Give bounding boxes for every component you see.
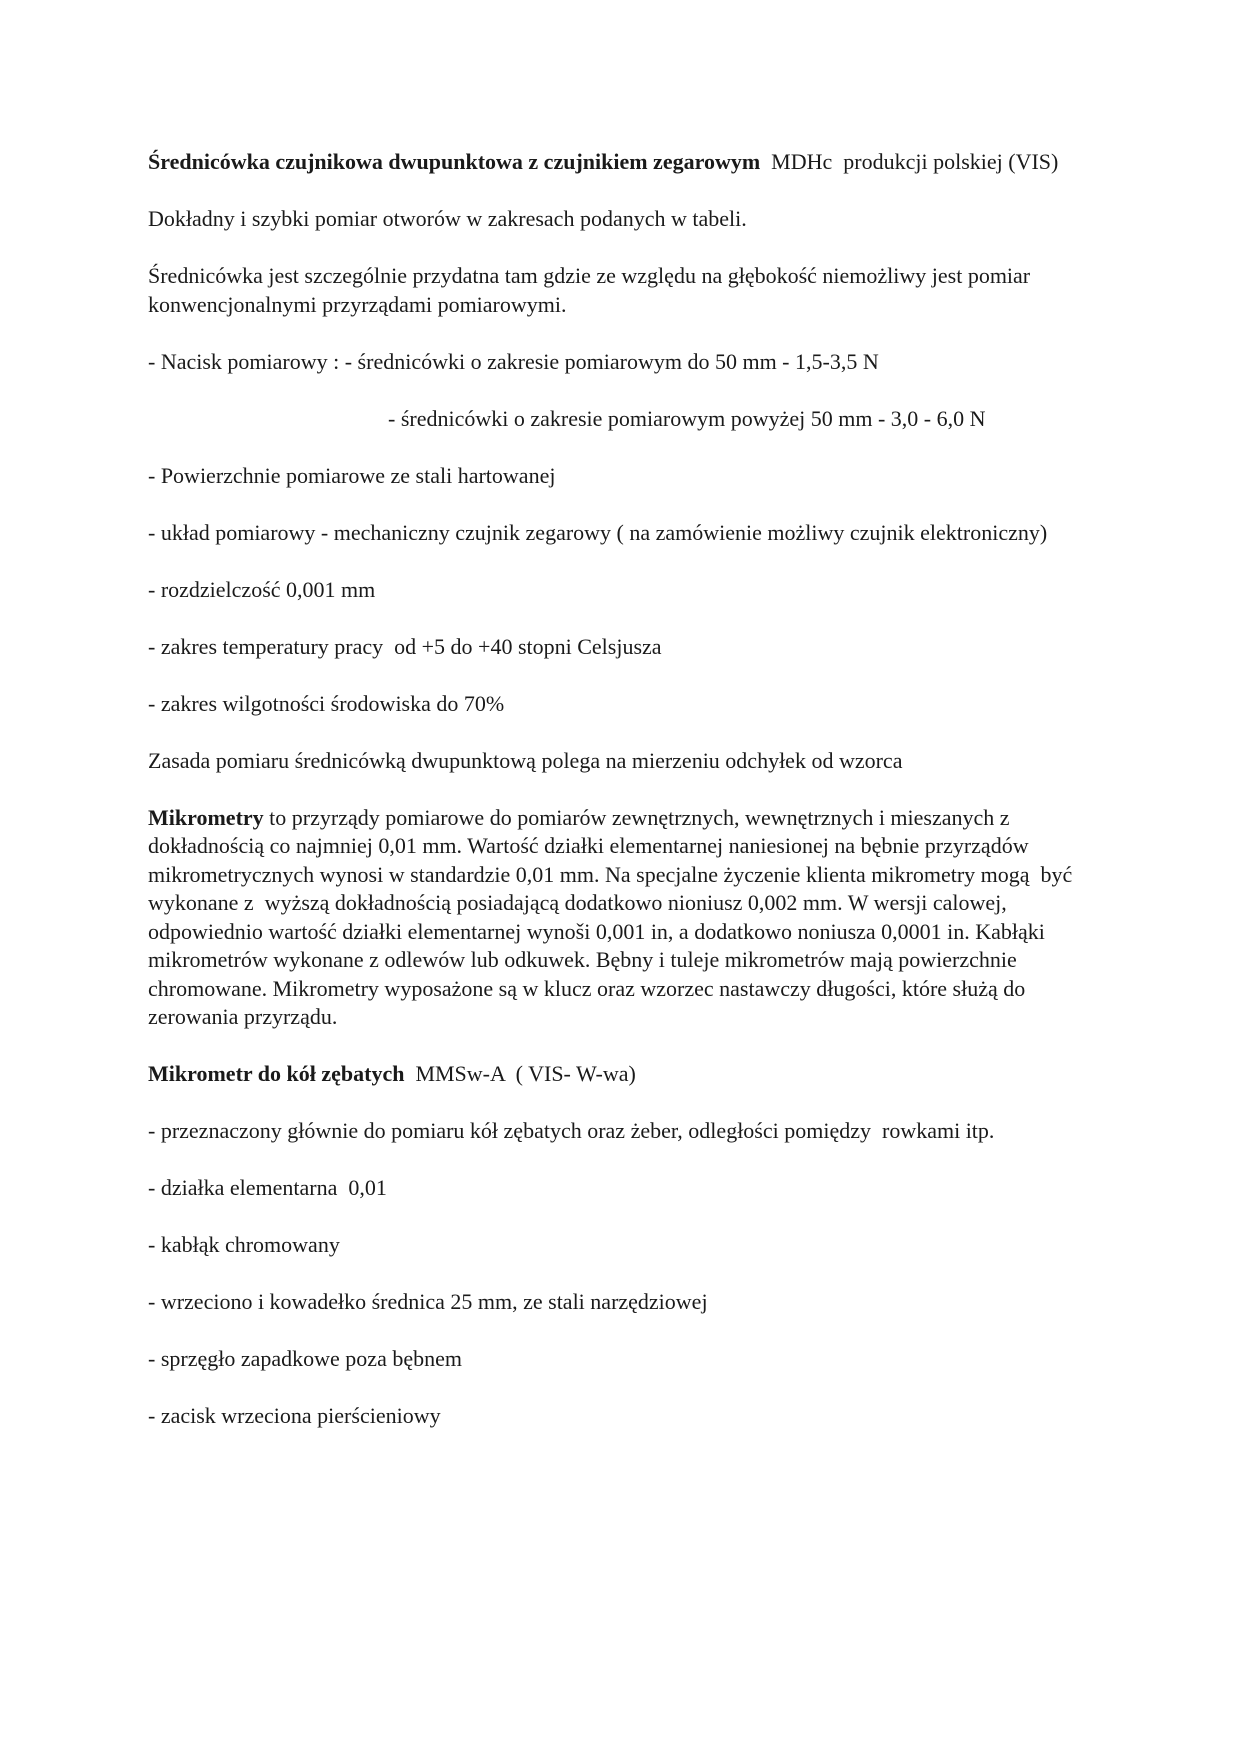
bullet-ratchet: - sprzęgło zapadkowe poza bębnem bbox=[148, 1346, 462, 1371]
mikrometr-kol-rest-text: MMSw-A ( VIS- W-wa) bbox=[404, 1061, 636, 1086]
paragraph-usage: Średnicówka jest szczególnie przydatna tam gdzie ze względu na głębokość niemożliwy jest pomiar konwencjonalnymi przyrządami pomiarowymi. bbox=[148, 263, 1036, 317]
bullet-spindle: - wrzeciono i kowadełko średnica 25 mm, ze stali narzędziowej bbox=[148, 1289, 708, 1314]
bullet-clamp: - zacisk wrzeciona pierścieniowy bbox=[148, 1403, 441, 1428]
bullet-resolution: - rozdzielczość 0,001 mm bbox=[148, 576, 376, 602]
heading-srednicowka bbox=[148, 148, 1088, 177]
bullet-surfaces: - Powierzchnie pomiarowe ze stali hartowanej bbox=[148, 462, 556, 488]
mikrometry-rest-text: to przyrządy pomiarowe do pomiarów zewnętrznych, wewnętrznych i mieszanych z dokładnością co najmniej 0,01 mm. Wartość działki elementarnej naniesionej na bębnie przyrządów mikrometrycznych wynosi w standardzie 0,01 mm. Na specjalne życzenie klienta mikrometry mogą być wykonane z wyższą dokładnością posiadającą dodatkowo nioniusz 0,002 mm. W wersji calowej, odpowiednio wartość działki elementarnej wynoši 0,001 in, a dodatkowo noniusza 0,0001 in. Kabłąki mikrometrów wykonane z odlewów lub odkuwek. Bębny i tuleje mikrometrów mają powierzchnie chromowane. Mikrometry wyposażone są w klucz oraz wzorzec nastawczy długości, które służą do zerowania przyrządu. bbox=[148, 804, 1078, 1029]
heading-rest-text: MDHc produkcji polskiej (VIS) bbox=[760, 149, 1059, 174]
heading-bold-text: Średnicówka czujnikowa dwupunktowa z czujnikiem zegarowym bbox=[148, 149, 761, 174]
bullet-purpose: - przeznaczony głównie do pomiaru kół zębatych oraz żeber, odległości pomiędzy rowkami itp. bbox=[148, 1118, 995, 1143]
paragraph-intro: Dokładny i szybki pomiar otworów w zakresach podanych w tabeli. bbox=[148, 206, 747, 231]
heading-mikrometr-kol bbox=[148, 1060, 1088, 1089]
paragraph-principle: Zasada pomiaru średnicówką dwupunktową polega na mierzeniu odchyłek od wzorca bbox=[148, 747, 903, 773]
bullet-humidity: - zakres wilgotności środowiska do 70% bbox=[148, 690, 505, 716]
mikrometr-kol-bold-text: Mikrometr do kół zębatych bbox=[148, 1061, 405, 1086]
document-page bbox=[148, 148, 1088, 1459]
paragraph-mikrometry bbox=[148, 804, 1088, 1032]
bullet-division: - działka elementarna 0,01 bbox=[148, 1175, 387, 1200]
bullet-measuring-force: - Nacisk pomiarowy : - średnicówki o zakresie pomiarowym do 50 mm - 1,5-3,5 N bbox=[148, 348, 879, 374]
bullet-frame: - kabłąk chromowany bbox=[148, 1232, 340, 1257]
bullet-temperature: - zakres temperatury pracy od +5 do +40 stopni Celsjusza bbox=[148, 633, 662, 659]
bullet-measuring-force-cont: - średnicówki o zakresie pomiarowym powyżej 50 mm - 3,0 - 6,0 N bbox=[388, 405, 986, 431]
bullet-measuring-system: - układ pomiarowy - mechaniczny czujnik zegarowy ( na zamówienie możliwy czujnik elektroniczny) bbox=[148, 519, 1048, 545]
mikrometry-bold-text: Mikrometry bbox=[148, 804, 264, 830]
